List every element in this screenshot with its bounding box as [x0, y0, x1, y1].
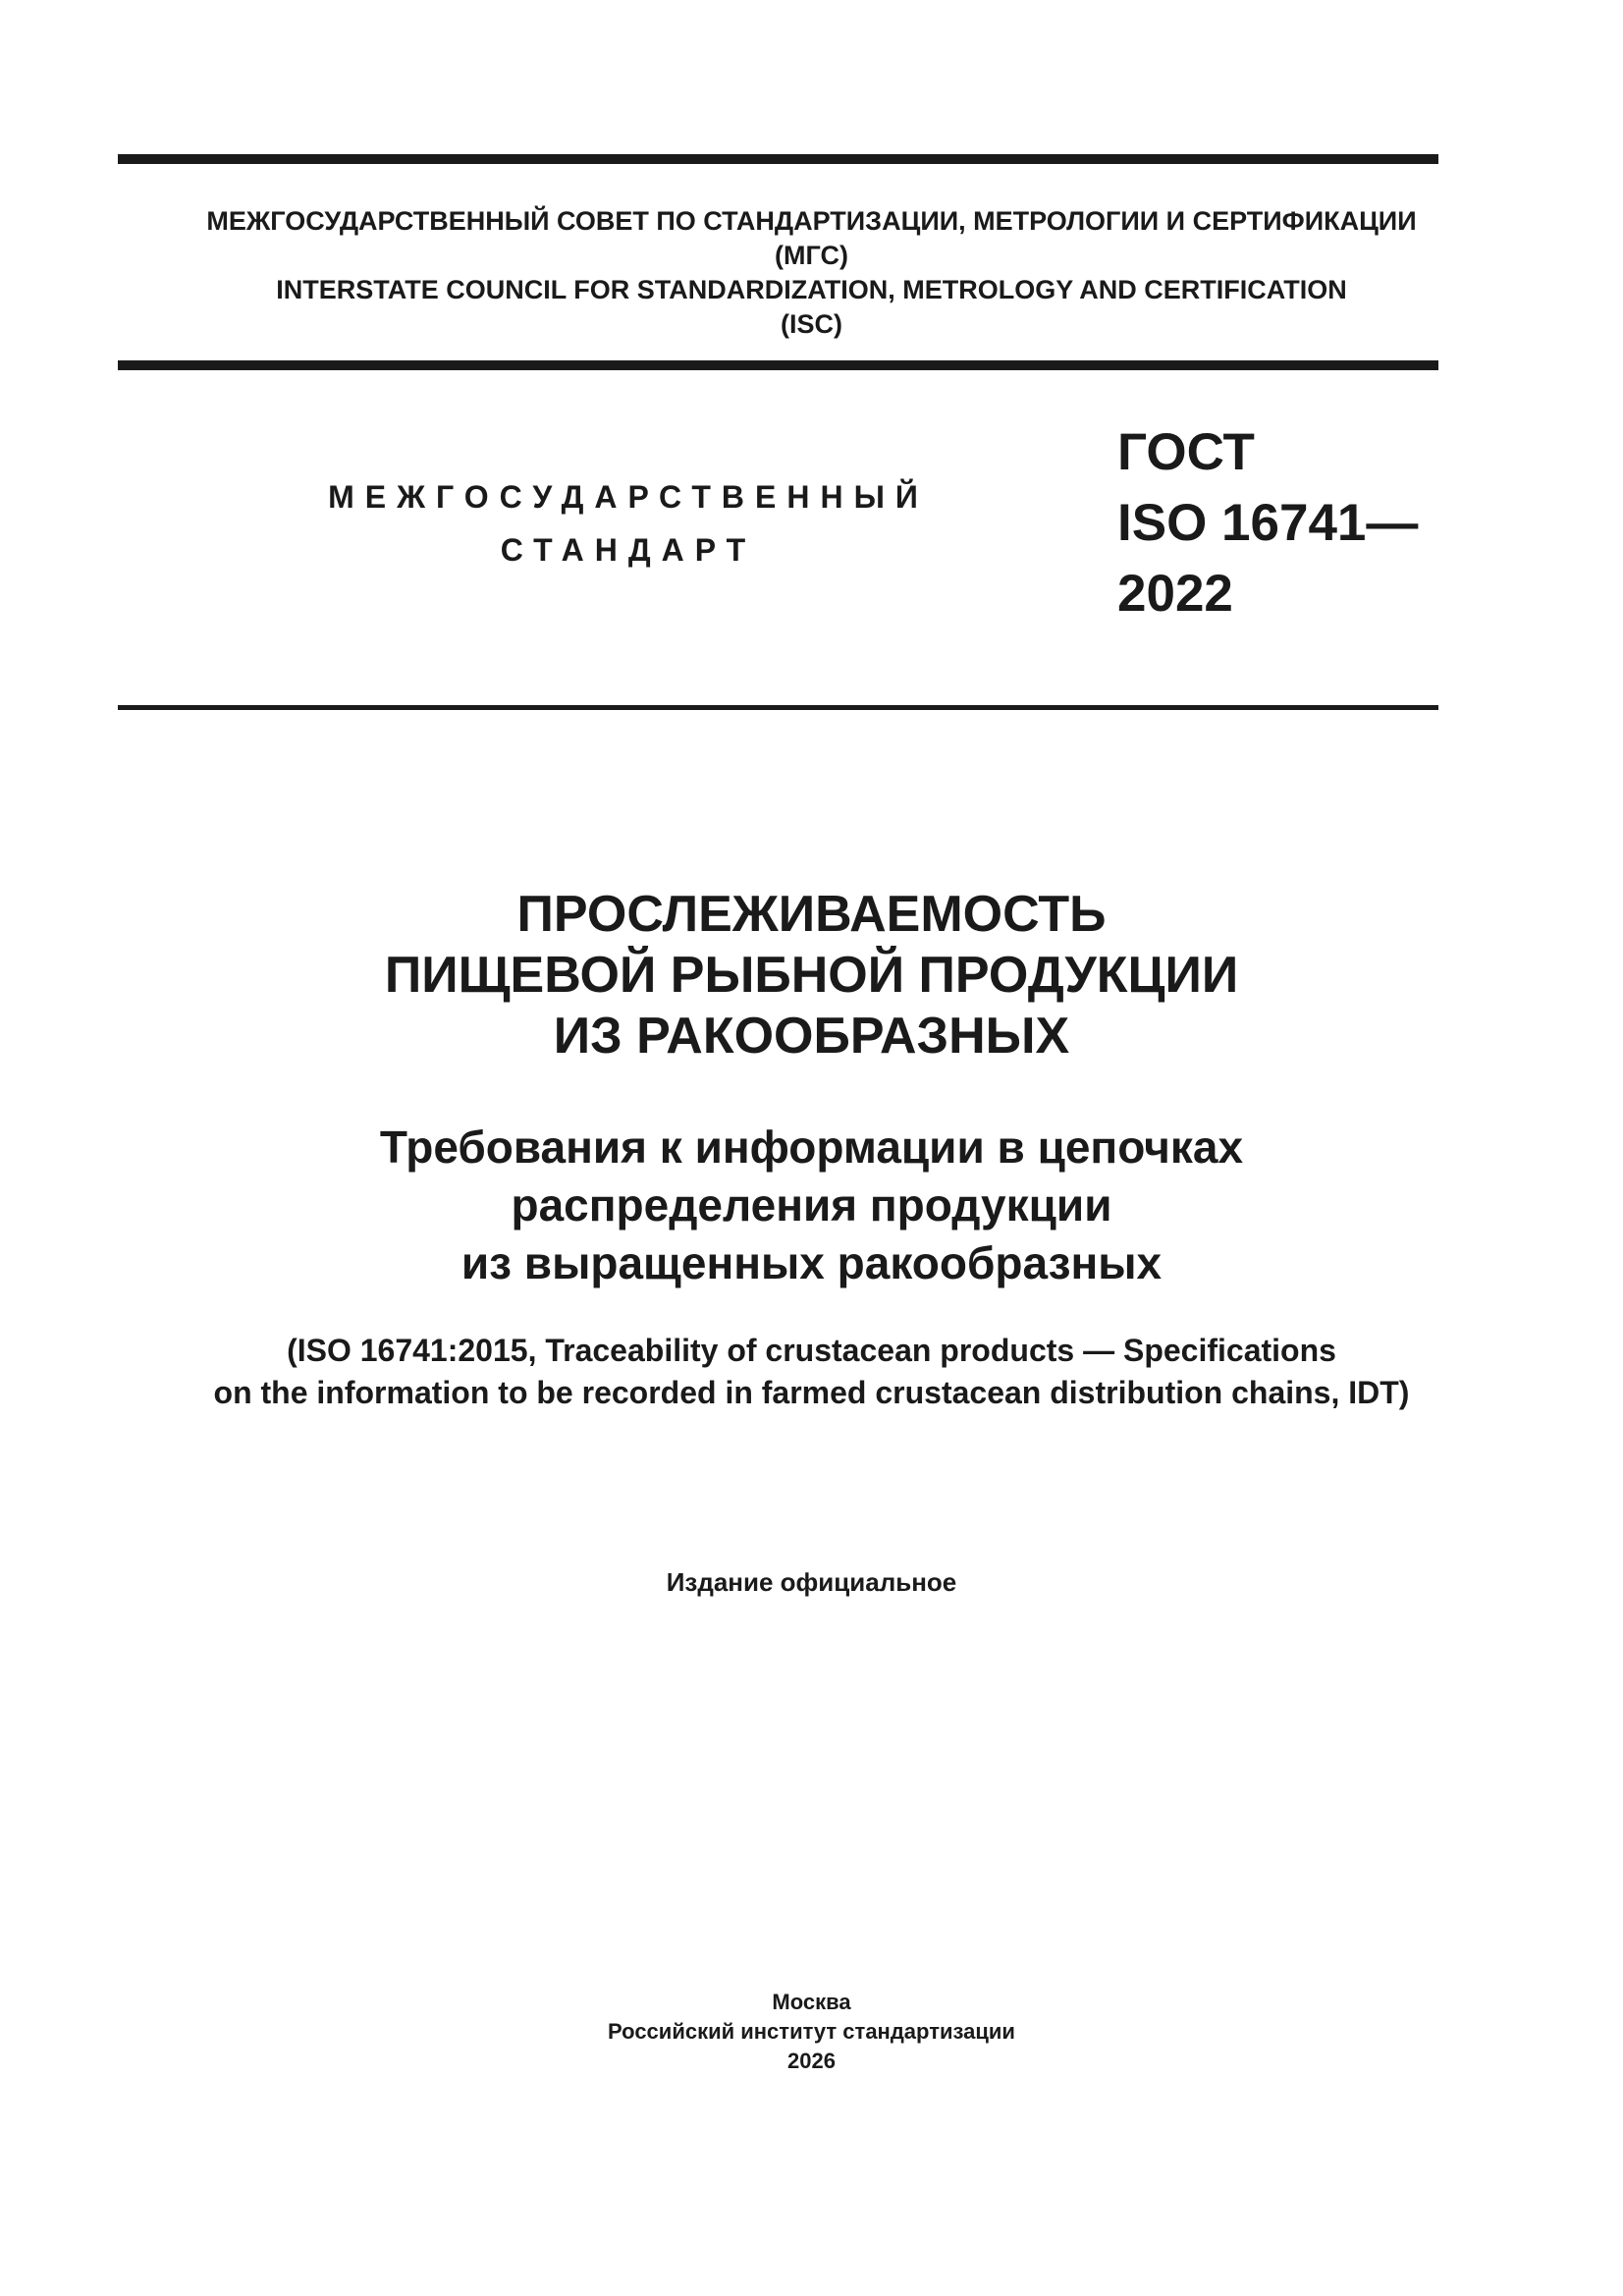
gost-designation — [1117, 417, 1418, 629]
title-line2: ПИЩЕВОЙ РЫБНОЙ ПРОДУКЦИИ — [384, 947, 1239, 1004]
footer-year: 2026 — [787, 2049, 836, 2073]
subtitle-line1: Требования к информации в цепочках — [379, 1121, 1244, 1173]
iso-reference — [0, 1330, 1623, 1414]
edition-text: Издание официальное — [666, 1567, 957, 1597]
council-name-en: INTERSTATE COUNCIL FOR STANDARDIZATION, METROLOGY AND CERTIFICATION — [276, 275, 1347, 304]
designation-rule — [118, 705, 1438, 710]
standard-type-line1: МЕЖГОСУДАРСТВЕННЫЙ — [328, 479, 929, 515]
edition-note — [0, 1565, 1623, 1599]
footer-city: Москва — [772, 1990, 851, 2014]
document-title — [0, 884, 1623, 1066]
title-line1: ПРОСЛЕЖИВАЕМОСТЬ — [516, 886, 1107, 943]
subtitle-line3: из выращенных ракообразных — [460, 1237, 1163, 1288]
footer-publisher: Российский институт стандартизации — [608, 2019, 1015, 2044]
council-abbr-en: (ISC) — [781, 309, 842, 339]
header-bottom-rule — [118, 360, 1438, 370]
document-subtitle — [0, 1119, 1623, 1292]
council-abbr-ru: (МГС) — [775, 241, 848, 270]
subtitle-line2: распределения продукции — [511, 1179, 1112, 1230]
council-name-ru: МЕЖГОСУДАРСТВЕННЫЙ СОВЕТ ПО СТАНДАРТИЗАЦИИ, МЕТРОЛОГИИ И СЕРТИФИКАЦИИ — [206, 206, 1417, 236]
gost-line1: ГОСТ — [1117, 423, 1255, 481]
iso-reference-line1: (ISO 16741:2015, Traceability of crustacean products — Specifications — [287, 1333, 1336, 1368]
council-header — [0, 204, 1623, 342]
gost-line2: ISO 16741— — [1117, 494, 1419, 552]
publisher-footer — [0, 1988, 1623, 2076]
iso-reference-line2: on the information to be recorded in farmed crustacean distribution chains, IDT) — [213, 1375, 1410, 1410]
standard-type — [295, 470, 962, 576]
top-rule — [118, 154, 1438, 164]
gost-line3: 2022 — [1117, 565, 1233, 623]
title-line3: ИЗ РАКООБРАЗНЫХ — [553, 1008, 1070, 1065]
standard-type-line2: СТАНДАРТ — [500, 532, 757, 568]
